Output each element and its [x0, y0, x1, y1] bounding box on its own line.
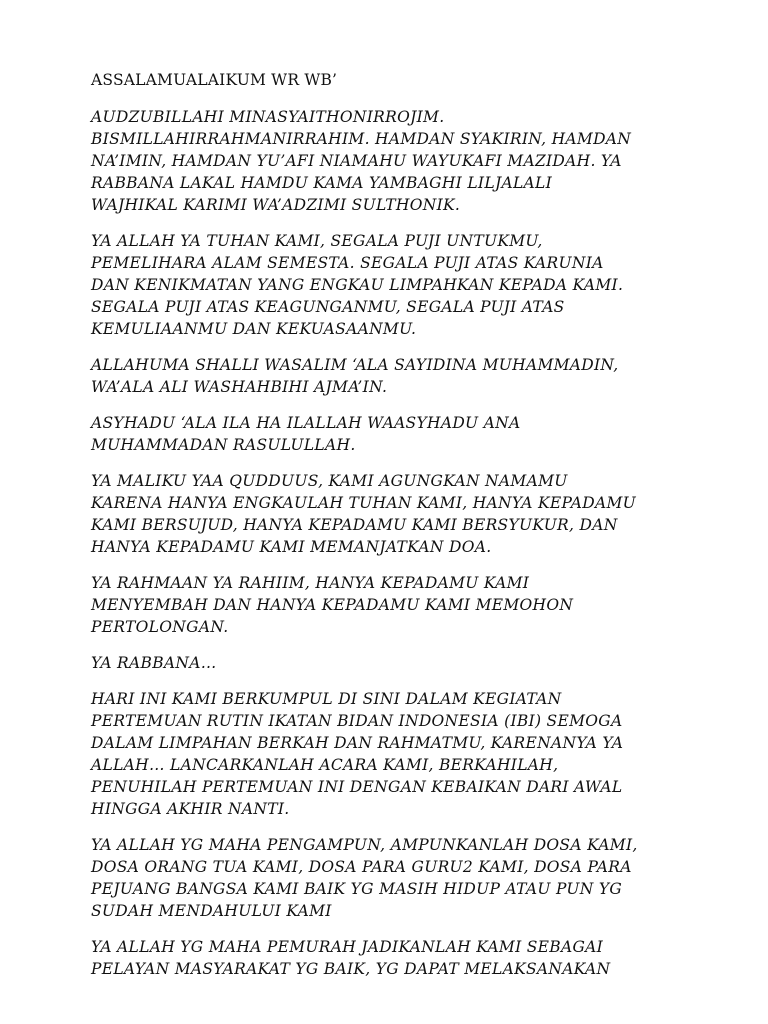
paragraph-shalawat: ALLAHUMA SHALLI WASALIM ‘ALA SAYIDINA MUHAMMADIN, WA’ALA ALI WASHAHBIHI AJMA’IN.	[91, 356, 619, 396]
document-title: ASSALAMUALAIKUM WR WB’	[91, 71, 338, 89]
paragraph-forgiveness: YA ALLAH YG MAHA PENGAMPUN, AMPUNKANLAH DOSA KAMI, DOSA ORANG TUA KAMI, DOSA PARA GURU2 KAMI, DOSA PARA PEJUANG BANGSA KAMI BAIK YG MASIH HIDUP ATAU PUN YG SUDAH MENDAHULUI KAMI	[91, 836, 638, 920]
paragraph-service: YA ALLAH YG MAHA PEMURAH JADIKANLAH KAMI SEBAGAI PELAYAN MASYARAKAT YG BAIK, YG DAPAT MELAKSANAKAN	[91, 938, 611, 978]
paragraph-praise: YA ALLAH YA TUHAN KAMI, SEGALA PUJI UNTUKMU, PEMELIHARA ALAM SEMESTA. SEGALA PUJI ATAS KARUNIA DAN KENIKMATAN YANG ENGKAU LIMPAHKAN KEPADA KAMI. SEGALA PUJI ATAS KEAGUNGANMU, SEGALA PUJI ATAS KEMULIAANMU DAN KEKUASAANMU.	[91, 232, 624, 338]
paragraph-opening-prayer: AUDZUBILLAHI MINASYAITHONIRROJIM. BISMILLAHIRRAHMANIRRAHIM. HAMDAN SYAKIRIN, HAMDAN NA’IMIN, HAMDAN YU’AFI NIAMAHU WAYUKAFI MAZIDAH. YA RABBANA LAKAL HAMDU KAMA YAMBAGHI LILJALALI WAJHIKAL KARIMI WA’ADZIMI SULTHONIK.	[91, 108, 632, 214]
paragraph-ya-rahmaan: YA RAHMAAN YA RAHIIM, HANYA KEPADAMU KAMI MENYEMBAH DAN HANYA KEPADAMU KAMI MEMOHON PERTOLONGAN.	[91, 574, 574, 636]
paragraph-syahadat: ASYHADU ‘ALA ILA HA ILALLAH WAASYHADU ANA MUHAMMADAN RASULULLAH.	[91, 414, 521, 454]
paragraph-ya-rabbana: YA RABBANA…	[91, 654, 217, 672]
paragraph-gathering: HARI INI KAMI BERKUMPUL DI SINI DALAM KEGIATAN PERTEMUAN RUTIN IKATAN BIDAN INDONESIA (IBI) SEMOGA DALAM LIMPAHAN BERKAH DAN RAHMATMU, KARENANYA YA ALLAH… LANCARKANLAH ACARA KAMI, BERKAHILAH, PENUHILAH PERTEMUAN INI DENGAN KEBAIKAN DARI AWAL HINGGA AKHIR NANTI.	[91, 690, 624, 818]
document-body	[91, 70, 691, 994]
paragraph-ya-maliku: YA MALIKU YAA QUDDUUS, KAMI AGUNGKAN NAMAMU KARENA HANYA ENGKAULAH TUHAN KAMI, HANYA KEPADAMU KAMI BERSUJUD, HANYA KEPADAMU KAMI BERSYUKUR, DAN HANYA KEPADAMU KAMI MEMANJATKAN DOA.	[91, 472, 636, 556]
